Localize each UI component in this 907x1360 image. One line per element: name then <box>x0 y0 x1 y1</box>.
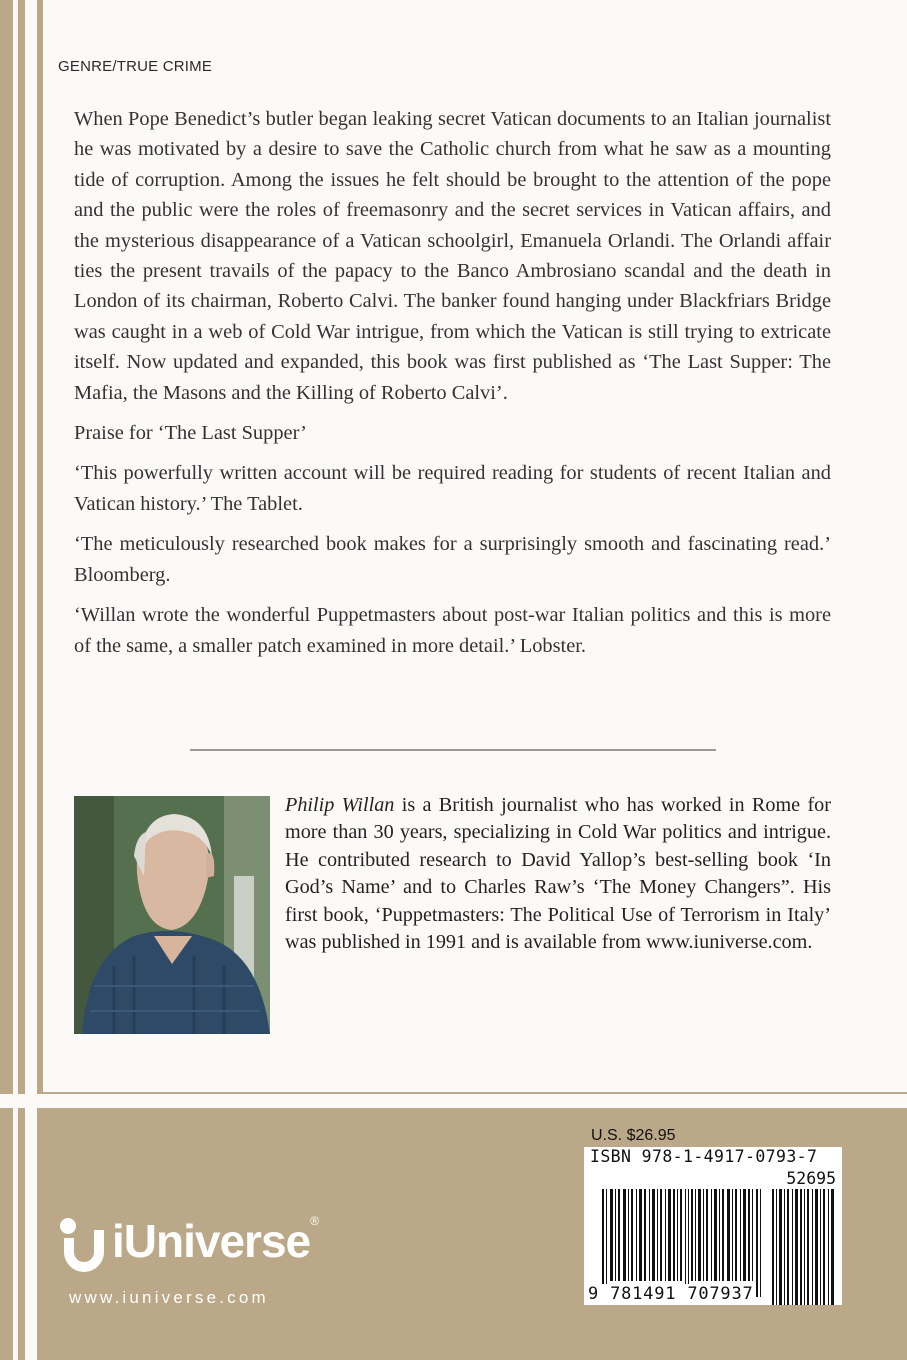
publisher-url: www.iuniverse.com <box>69 1288 269 1307</box>
ean-digits: 9 781491 707937 <box>588 1284 754 1304</box>
left-stripe <box>25 0 37 1360</box>
divider-band <box>0 1094 907 1108</box>
price-code: 52695 <box>786 1169 836 1188</box>
praise-heading: Praise for ‘The Last Supper’ <box>74 422 307 445</box>
quote: ‘Willan wrote the wonderful Puppetmasters about post-war Italian politics and this is more of the same, a smaller patch examined in more detail.’ Lobster. <box>74 604 831 657</box>
section-divider <box>190 749 716 751</box>
price: U.S. $26.95 <box>591 1127 676 1144</box>
publisher-logo <box>52 1210 342 1320</box>
quote: ‘This powerfully written account will be required reading for students of recent Italian and Vatican history.’ The Tablet. <box>74 462 831 515</box>
barcode <box>584 1147 842 1305</box>
quote: ‘The meticulously researched book makes for a surprisingly smooth and fascinating read.’ Bloomberg. <box>74 533 831 586</box>
left-stripe <box>13 0 18 1360</box>
author-bio-text: is a British journalist who has worked in Rome for more than 30 years, specializing in Cold War politics and intrigue. He contributed research to David Yallop’s best-selling book ‘In God’s Name’ and to Charles Raw’s ‘The Money Changers”. His first book, ‘Puppetmasters: The Political Use of Terrorism in Italy’ was published in 1991 and is available from www.iuniverse.com. <box>285 794 831 954</box>
description: When Pope Benedict’s butler began leaking secret Vatican documents to an Italian journalist he was motivated by a desire to save the Catholic church from what he saw as a mounting tide of corruption. Among the issues he felt should be brought to the attention of the pope and the public were the roles of freemasonry and the secret services in Vatican affairs, and the mysterious disappearance of a Vatican schoolgirl, Emanuela Orlandi. The Orlandi affair ties the present travails of the papacy to the Banco Ambrosiano scandal and the death in London of its chairman, Roberto Calvi. The banker found hanging under Blackfriars Bridge was caught in a web of Cold War intrigue, from which the Vatican is still trying to extricate itself. Now updated and expanded, this book was first published as ‘The Last Supper: The Mafia, the Masons and the Killing of Roberto Calvi’. <box>74 108 831 404</box>
registered-mark: ® <box>310 1214 318 1228</box>
publisher-name: iUniverse <box>112 1215 311 1267</box>
author-name: Philip Willan <box>285 794 395 816</box>
genre-label: GENRE/TRUE CRIME <box>58 58 213 75</box>
author-photo <box>74 796 270 1034</box>
iuniverse-icon <box>54 1212 118 1282</box>
description-block <box>74 104 831 671</box>
isbn: ISBN 978-1-4917-0793-7 <box>590 1147 818 1166</box>
author-bio <box>285 792 831 956</box>
